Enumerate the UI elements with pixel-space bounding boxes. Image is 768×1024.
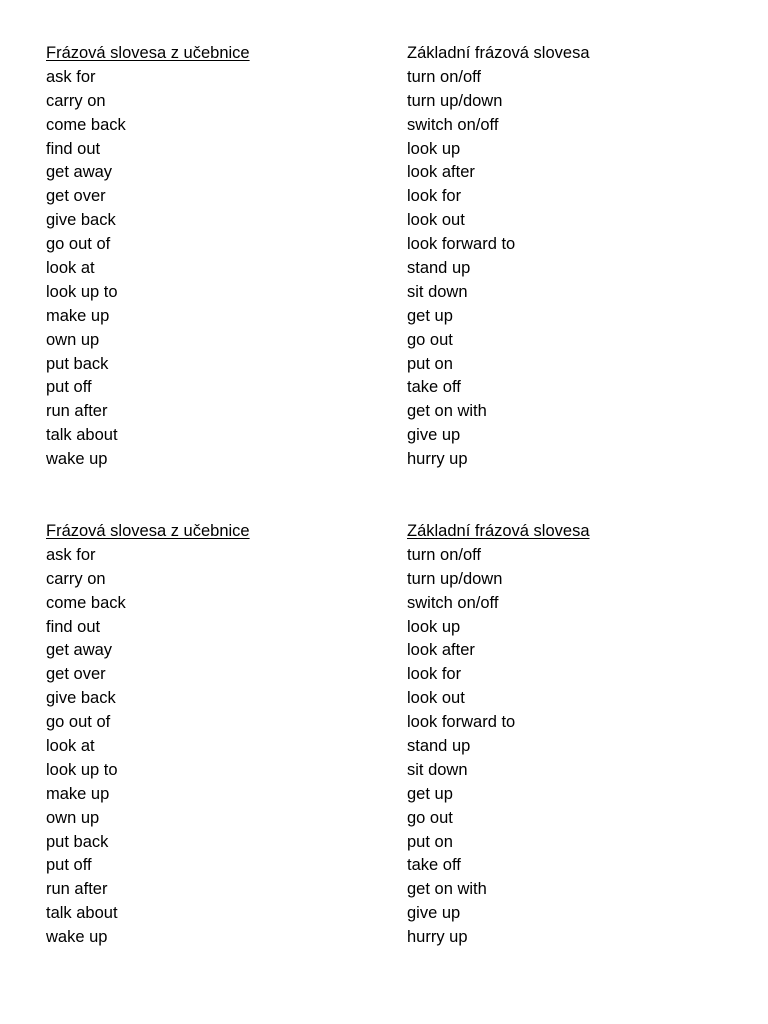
basic-verb-item: look forward to <box>407 713 516 732</box>
basic-verb-item: get on with <box>407 880 487 899</box>
textbook-verb-item: get away <box>46 163 113 182</box>
basic-verb-item: give up <box>407 426 461 445</box>
textbook-verb-item: put off <box>46 856 92 875</box>
textbook-verb-item: go out of <box>46 235 111 254</box>
textbook-verb-item: wake up <box>46 928 108 947</box>
basic-verb-item: look out <box>407 689 465 708</box>
textbook-verb-item: look at <box>46 259 95 278</box>
textbook-verb-item: find out <box>46 139 101 158</box>
basic-verb-item: switch on/off <box>407 115 499 134</box>
textbook-verb-item: own up <box>46 808 100 827</box>
basic-verb-item: turn up/down <box>407 91 503 110</box>
basic-verb-item: turn on/off <box>407 545 482 564</box>
textbook-verb-item: wake up <box>46 450 108 469</box>
textbook-verbs-heading: Frázová slovesa z učebnice <box>46 44 250 62</box>
textbook-verb-item: talk about <box>46 904 118 923</box>
textbook-verb-item: run after <box>46 402 108 421</box>
basic-verbs-heading: Základní frázová slovesa <box>407 522 590 540</box>
textbook-verb-item: find out <box>46 617 101 636</box>
textbook-verbs-heading: Frázová slovesa z učebnice <box>46 522 250 540</box>
basic-verbs-column <box>407 520 590 950</box>
textbook-verb-item: make up <box>46 306 110 325</box>
textbook-verb-item: make up <box>46 784 110 803</box>
basic-verb-item: switch on/off <box>407 593 499 612</box>
basic-verb-item: look after <box>407 163 475 182</box>
textbook-verb-item: carry on <box>46 91 106 110</box>
basic-verb-item: stand up <box>407 259 471 278</box>
textbook-verb-item: ask for <box>46 67 96 86</box>
textbook-verb-item: put back <box>46 832 109 851</box>
textbook-verb-item: come back <box>46 593 126 612</box>
basic-verb-item: look up <box>407 617 461 636</box>
basic-verb-item: put on <box>407 832 453 851</box>
basic-verbs-list <box>407 544 590 950</box>
textbook-verb-item: look up to <box>46 760 118 779</box>
textbook-verbs-list <box>46 66 250 472</box>
basic-verb-item: look for <box>407 187 462 206</box>
basic-verb-item: sit down <box>407 760 468 779</box>
basic-verb-item: stand up <box>407 737 471 756</box>
textbook-verb-item: give back <box>46 689 116 708</box>
textbook-verbs-list <box>46 544 250 950</box>
basic-verb-item: give up <box>407 904 461 923</box>
basic-verb-item: take off <box>407 378 461 397</box>
textbook-verb-item: come back <box>46 115 126 134</box>
basic-verb-item: look up <box>407 139 461 158</box>
basic-verbs-column <box>407 42 590 472</box>
textbook-verb-item: get over <box>46 665 106 684</box>
basic-verb-item: get up <box>407 784 453 803</box>
textbook-verb-item: run after <box>46 880 108 899</box>
textbook-verbs-column <box>46 520 250 950</box>
basic-verb-item: look out <box>407 211 465 230</box>
textbook-verb-item: ask for <box>46 545 96 564</box>
basic-verb-item: hurry up <box>407 450 468 469</box>
textbook-verb-item: get over <box>46 187 106 206</box>
textbook-verb-item: talk about <box>46 426 118 445</box>
basic-verbs-list <box>407 66 590 472</box>
textbook-verbs-column <box>46 42 250 472</box>
basic-verb-item: look after <box>407 641 475 660</box>
basic-verb-item: get up <box>407 306 453 325</box>
basic-verb-item: put on <box>407 354 453 373</box>
textbook-verb-item: put off <box>46 378 92 397</box>
basic-verb-item: sit down <box>407 282 468 301</box>
basic-verb-item: turn on/off <box>407 67 482 86</box>
basic-verb-item: take off <box>407 856 461 875</box>
basic-verb-item: hurry up <box>407 928 468 947</box>
textbook-verb-item: go out of <box>46 713 111 732</box>
textbook-verb-item: get away <box>46 641 113 660</box>
textbook-verb-item: give back <box>46 211 116 230</box>
basic-verb-item: go out <box>407 808 453 827</box>
textbook-verb-item: look at <box>46 737 95 756</box>
basic-verbs-heading: Základní frázová slovesa <box>407 44 590 62</box>
textbook-verb-item: carry on <box>46 569 106 588</box>
basic-verb-item: look forward to <box>407 235 516 254</box>
textbook-verb-item: look up to <box>46 282 118 301</box>
basic-verb-item: look for <box>407 665 462 684</box>
basic-verb-item: go out <box>407 330 453 349</box>
textbook-verb-item: own up <box>46 330 100 349</box>
textbook-verb-item: put back <box>46 354 109 373</box>
basic-verb-item: turn up/down <box>407 569 503 588</box>
basic-verb-item: get on with <box>407 402 487 421</box>
